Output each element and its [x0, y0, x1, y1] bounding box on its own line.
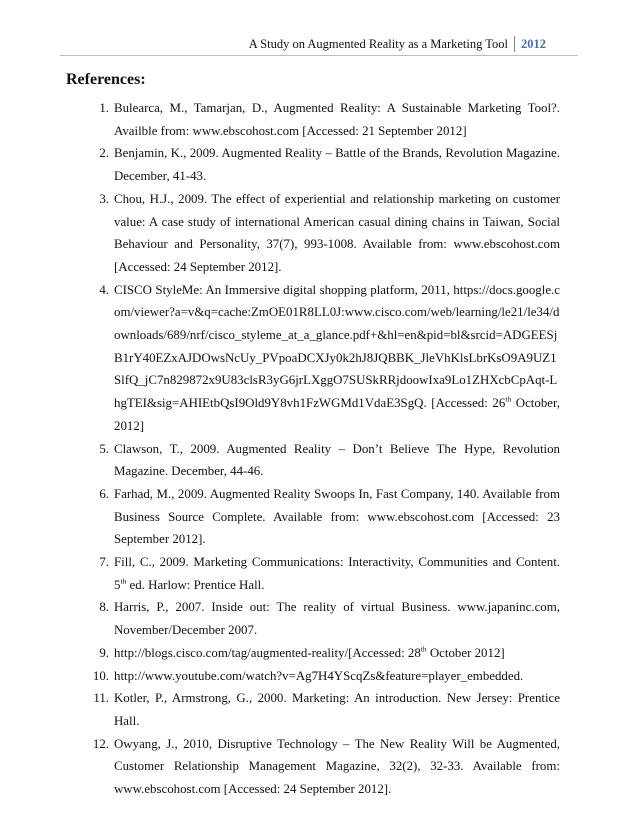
reference-number: 9. — [99, 645, 109, 660]
ordinal-suffix: th — [505, 394, 512, 404]
reference-text: Benjamin, K., 2009. Augmented Reality – Battle of the Brands, Revolution Magazine. December, 41-43. — [114, 146, 560, 184]
reference-text — [114, 551, 560, 596]
reference-number: 5. — [99, 441, 109, 456]
reference-text: Bulearca, M., Tamarjan, D., Augmented Reality: A Sustainable Marketing Tool?. Availble from: www.ebscohost.com [Accessed: 21 September 2012] — [114, 101, 560, 138]
reference-item — [0, 642, 638, 665]
reference-number: 10. — [92, 668, 109, 683]
reference-text: http://www.youtube.com/watch?v=Ag7H4YScqZs&feature=player_embedded. — [114, 668, 524, 683]
reference-text-main: CISCO StyleMe: An Immersive digital shopping platform, 2011, https://docs.google.com/viewer?a=v&q=cache:ZmOE01R8LL0J:www.cisco.com/web/learning/le21/le34/downloads/689/nrf/cisco_styleme_at_a_glance.pdf+&hl=en&pid=bl&srcid=ADGEESjB1rY40EZxAJDOwsNcUy_PVpoaDCXJy0k2hJ8JQBBK_JleVhKlsLbrKsO9A9UZ1SlfQ_jC7n829872x9U83clsR3yG6jrLXggO7SUSkRRjdoowIxa9Lo1ZHXcbCpAqt-LhgTEI&sig=AHIEtbQsI9Old9Y8vh1FzWGMd1VdaE3SgQ. [Accessed: 26 — [114, 282, 560, 411]
reference-item — [0, 97, 638, 142]
reference-number: 8. — [99, 600, 109, 615]
reference-text: Harris, P., 2007. Inside out: The reality of virtual Business. www.japaninc.com, November/December 2007. — [114, 600, 560, 638]
reference-number: 7. — [99, 555, 109, 570]
reference-item — [0, 596, 638, 641]
references-heading: References: — [66, 71, 146, 88]
ordinal-suffix: th — [420, 644, 427, 654]
reference-item — [0, 733, 638, 801]
header-divider — [60, 55, 578, 56]
reference-text-main: Fill, C., 2009. Marketing Communications: Interactivity, Communities and Content. 5 — [114, 555, 560, 592]
reference-text-main: http://blogs.cisco.com/tag/augmented-reality/[Accessed: 28 — [114, 645, 421, 660]
reference-item — [0, 142, 638, 187]
reference-text-tail: October, 2012] — [114, 396, 560, 433]
reference-item — [0, 665, 638, 688]
reference-number: 1. — [99, 101, 109, 115]
reference-text-tail: ed. Harlow: Prentice Hall. — [126, 577, 265, 592]
reference-text: Clawson, T., 2009. Augmented Reality – Don’t Believe The Hype, Revolution Magazine. December, 44-46. — [114, 441, 560, 479]
reference-number: 11. — [93, 691, 109, 706]
reference-list — [0, 97, 638, 801]
reference-text — [114, 279, 560, 438]
reference-text-tail: October 2012] — [426, 645, 505, 660]
running-header — [249, 36, 546, 52]
reference-number: 12. — [92, 736, 109, 751]
header-year: 2012 — [514, 36, 546, 52]
reference-number: 4. — [99, 282, 109, 297]
reference-number: 2. — [99, 146, 109, 161]
reference-text: Chou, H.J., 2009. The effect of experiential and relationship marketing on customer value: A case study of international American casual dining chains in Taiwan, Social Behaviour and Personality, 37(7), 993-1008. Available from: www.ebscohost.com [Accessed: 24 September 2012]. — [114, 191, 560, 274]
reference-text: Kotler, P., Armstrong, G., 2000. Marketing: An introduction. New Jersey: Prentice Hall. — [114, 691, 560, 728]
ordinal-suffix: th — [120, 576, 127, 586]
reference-item — [0, 438, 638, 483]
reference-item — [0, 687, 638, 732]
reference-number: 3. — [99, 191, 109, 206]
reference-number: 6. — [99, 486, 109, 501]
reference-text: Farhad, M., 2009. Augmented Reality Swoops In, Fast Company, 140. Available from Business Source Complete. Available from: www.ebscohost.com [Accessed: 23 September 2012]. — [114, 486, 560, 547]
reference-text: Owyang, J., 2010, Disruptive Technology – The New Reality Will be Augmented, Customer Relationship Management Magazine, 32(2), 32-33. Available from: www.ebscohost.com [Accessed: 24 September 2012]. — [114, 736, 560, 797]
reference-text — [114, 642, 560, 665]
header-title: A Study on Augmented Reality as a Marketing Tool — [248, 37, 508, 51]
reference-item — [0, 551, 638, 596]
reference-item — [0, 188, 638, 279]
reference-item — [0, 483, 638, 551]
reference-item — [0, 279, 638, 438]
